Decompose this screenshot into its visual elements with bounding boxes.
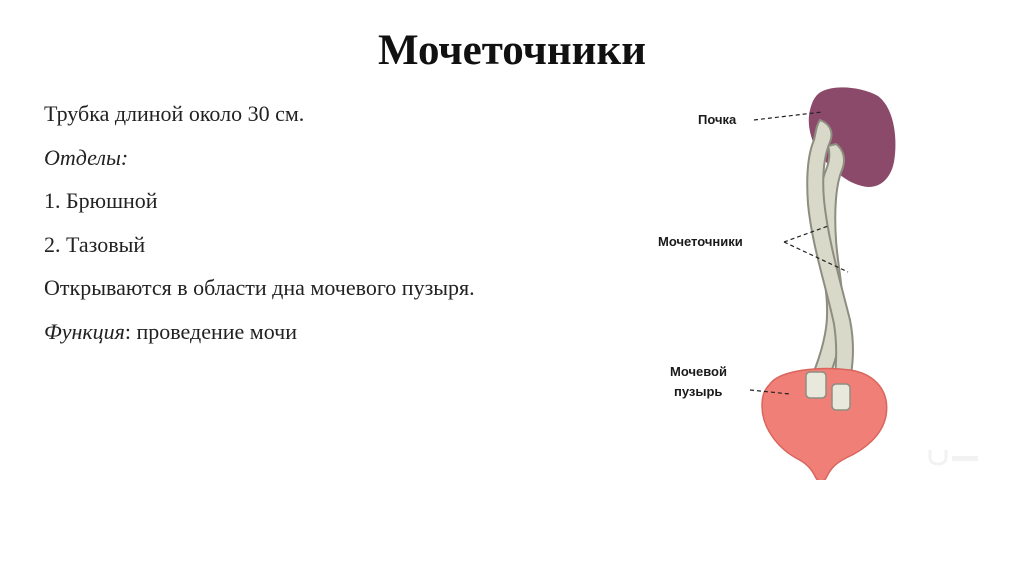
body-line-sections-heading: Отделы: — [44, 144, 129, 170]
kidney-label: Почка — [698, 112, 737, 127]
body-line-function — [44, 310, 644, 354]
ureters-label: Мочеточники — [658, 234, 743, 249]
ureter-b-outlet — [832, 384, 850, 410]
slide-body — [44, 92, 644, 353]
body-line-length: Трубка длиной около 30 см. — [44, 101, 305, 126]
bladder-label-line2: пузырь — [674, 384, 723, 399]
urinary-diagram — [650, 80, 1010, 480]
body-line-section-2: 2. Тазовый — [44, 231, 146, 257]
function-text: : проведение мочи — [124, 318, 297, 344]
slide-title: Мочеточники — [377, 27, 647, 74]
ureter-a-outlet — [806, 372, 826, 398]
body-line-openings: Открываются в области дна мочевого пузыря. — [44, 275, 475, 300]
body-line-section-1: 1. Брюшной — [44, 188, 158, 213]
function-label: Функция — [44, 318, 125, 344]
bladder-label-line1: Мочевой — [670, 364, 727, 379]
watermark-logo-icon — [926, 446, 982, 466]
